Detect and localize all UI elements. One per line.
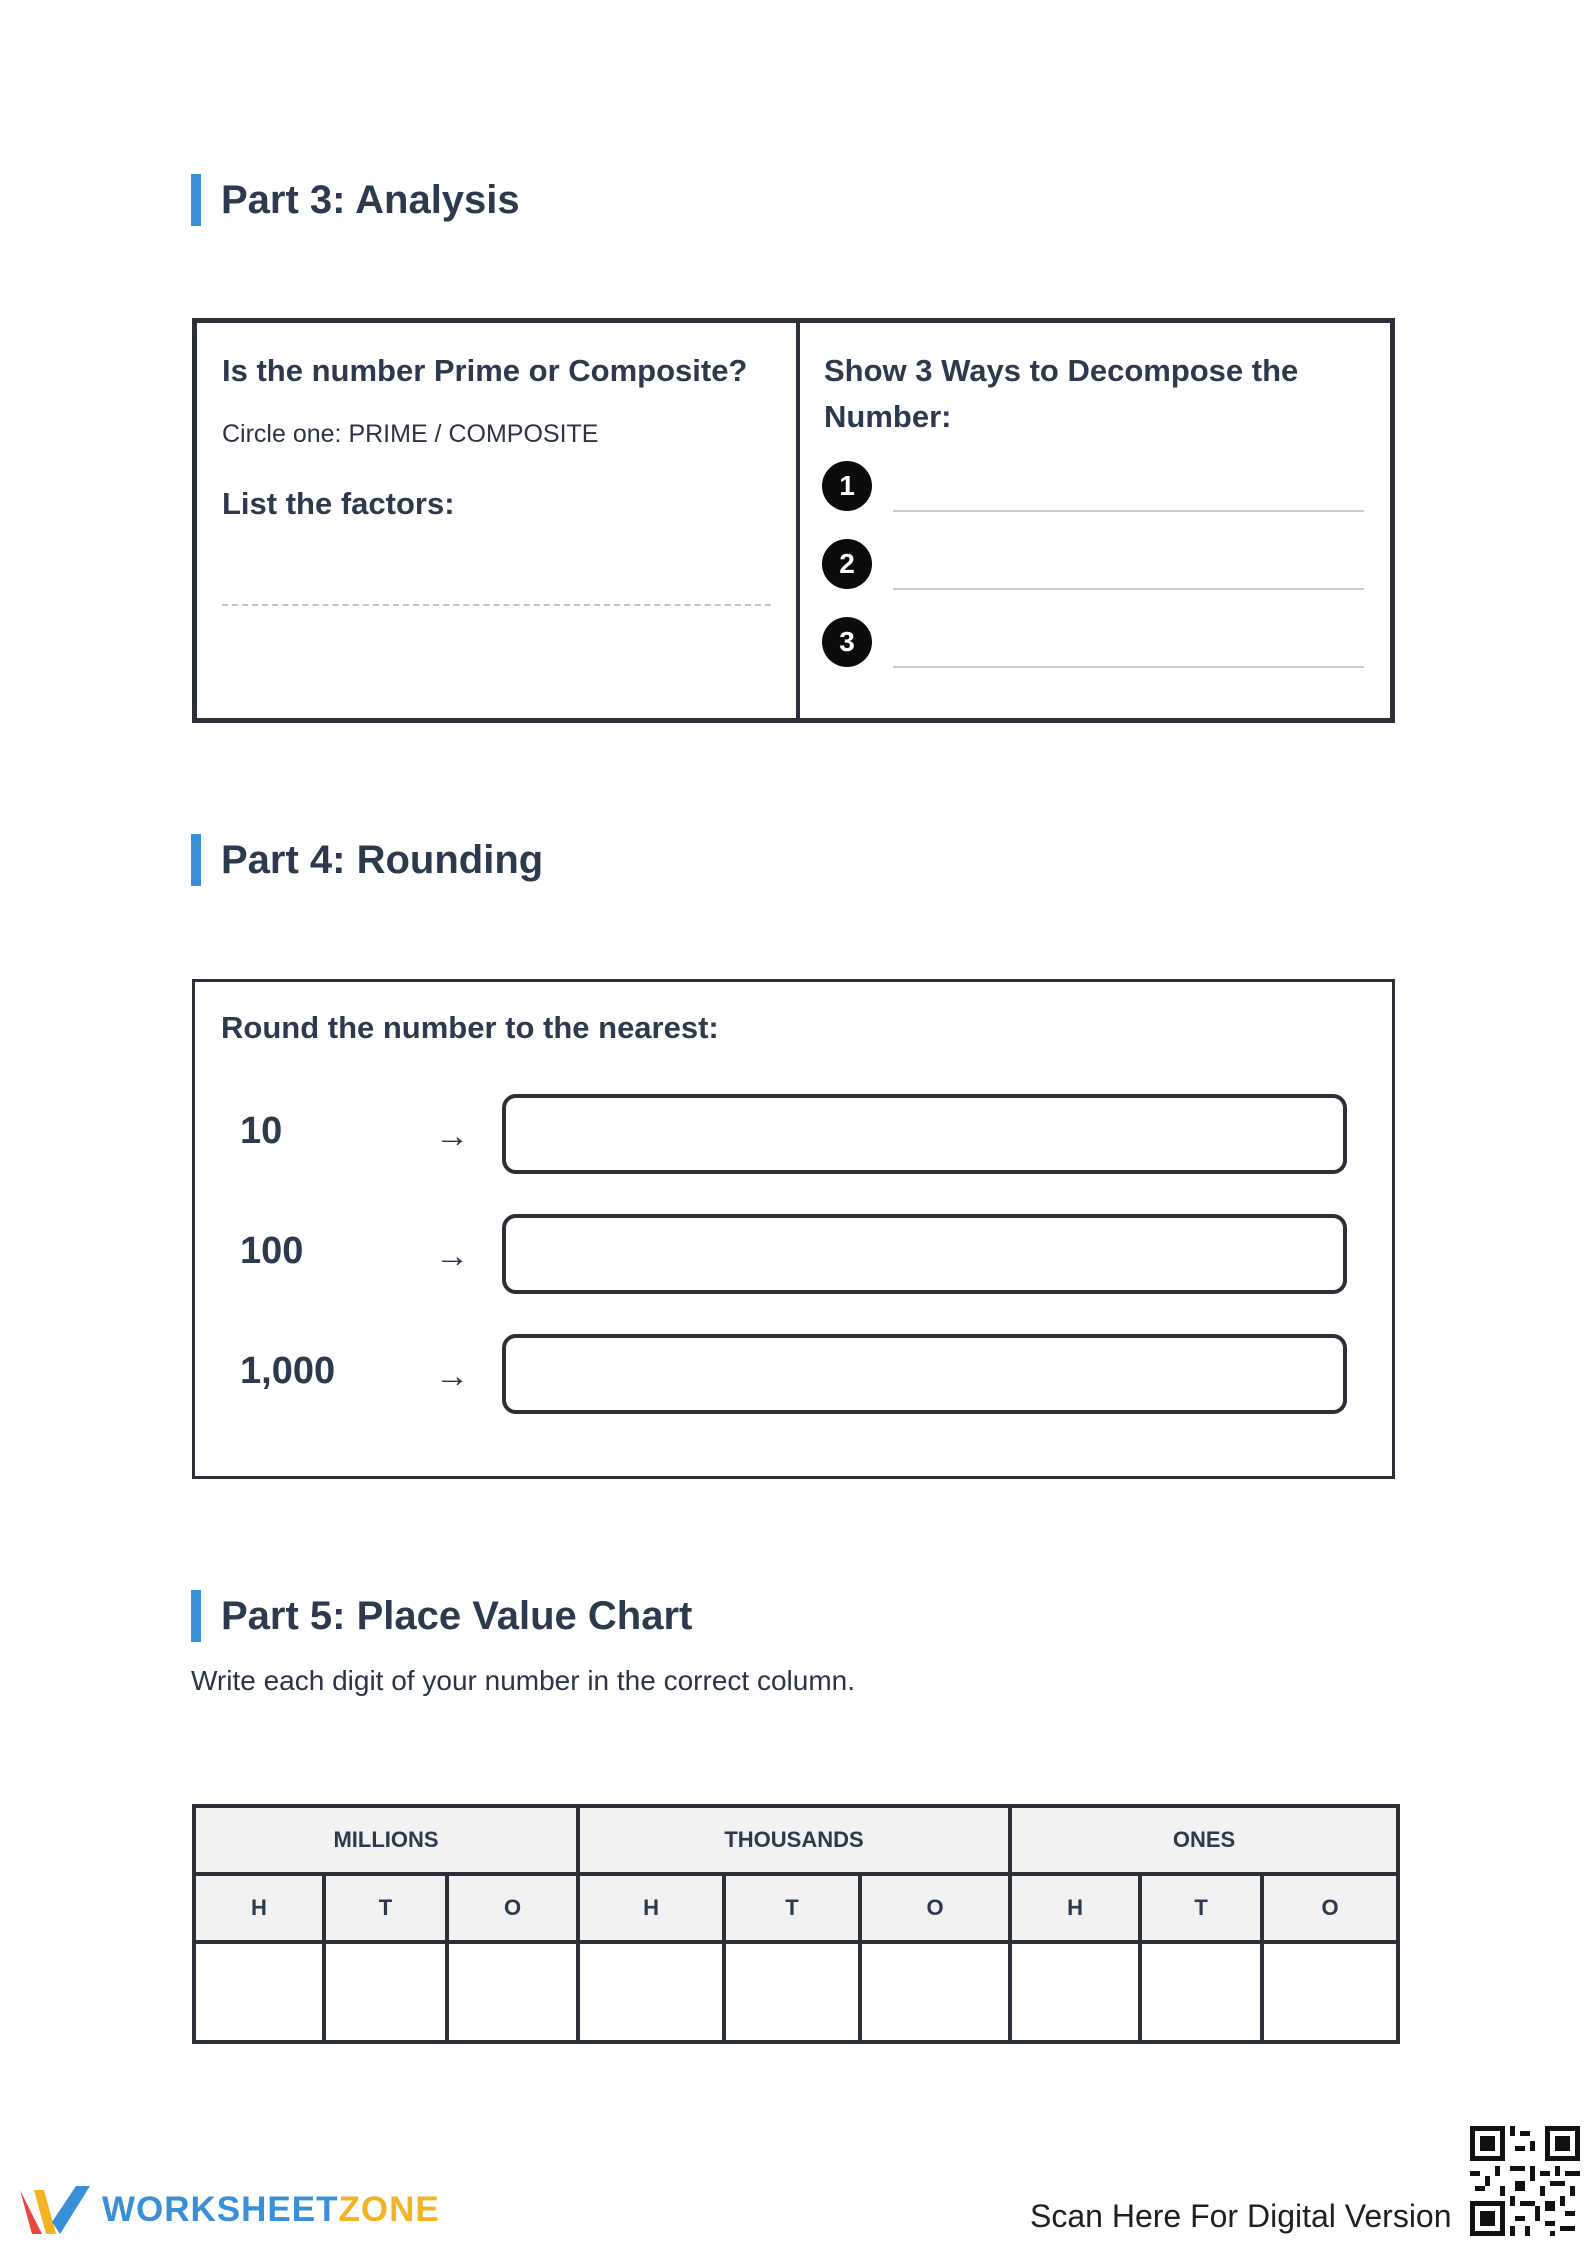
group-header-thousands: THOUSANDS — [578, 1806, 1010, 1874]
logo-word-zone: ZONE — [338, 2190, 440, 2229]
part5-heading: Part 5: Place Value Chart — [191, 1590, 692, 1642]
round-label-100: 100 — [240, 1230, 304, 1272]
circle-one-note: Circle one: PRIME / COMPOSITE — [222, 420, 599, 448]
arrow-icon: → — [435, 1237, 469, 1275]
qr-code-icon[interactable] — [1470, 2126, 1580, 2236]
rounding-box — [192, 979, 1395, 1479]
column-header: T — [1140, 1874, 1262, 1942]
part4-heading: Part 4: Rounding — [191, 834, 543, 886]
column-header: H — [194, 1874, 324, 1942]
column-header: T — [724, 1874, 860, 1942]
part3-heading: Part 3: Analysis — [191, 174, 520, 226]
decompose-answer-line-2[interactable] — [893, 588, 1364, 590]
round-label-10: 10 — [240, 1110, 283, 1152]
digit-cell[interactable] — [324, 1942, 447, 2042]
item-number-1: 1 — [822, 461, 872, 511]
prime-composite-question: Is the number Prime or Composite? — [222, 353, 748, 388]
digit-cell[interactable] — [447, 1942, 578, 2042]
group-header-millions: MILLIONS — [194, 1806, 578, 1874]
factors-label: List the factors: — [222, 486, 455, 521]
scan-caption: Scan Here For Digital Version — [1030, 2198, 1452, 2234]
column-header: H — [578, 1874, 724, 1942]
digit-cell[interactable] — [724, 1942, 860, 2042]
round-answer-box-10[interactable] — [502, 1094, 1347, 1174]
rounding-title: Round the number to the nearest: — [221, 1010, 719, 1045]
decompose-answer-line-1[interactable] — [893, 510, 1364, 512]
prime-composite-panel — [197, 323, 800, 718]
place-value-chart — [192, 1804, 1400, 2044]
round-answer-box-1000[interactable] — [502, 1334, 1347, 1414]
group-header-ones: ONES — [1010, 1806, 1398, 1874]
digit-cell[interactable] — [1140, 1942, 1262, 2042]
item-number-2: 2 — [822, 539, 872, 589]
decompose-panel — [800, 323, 1390, 718]
arrow-icon: → — [435, 1117, 469, 1155]
worksheetzone-logo[interactable] — [18, 2180, 440, 2240]
arrow-icon: → — [435, 1357, 469, 1395]
column-header: H — [1010, 1874, 1140, 1942]
column-header: O — [1262, 1874, 1398, 1942]
decompose-answer-line-3[interactable] — [893, 666, 1364, 668]
part5-instruction: Write each digit of your number in the correct column. — [191, 1665, 856, 1696]
column-header: T — [324, 1874, 447, 1942]
decompose-title: Show 3 Ways to Decompose the Number: — [824, 353, 1299, 434]
digit-cell[interactable] — [578, 1942, 724, 2042]
column-header: O — [447, 1874, 578, 1942]
logo-text — [102, 2190, 440, 2230]
item-number-3: 3 — [822, 617, 872, 667]
logo-word-worksheet: WORKSHEET — [102, 2190, 339, 2229]
round-answer-box-100[interactable] — [502, 1214, 1347, 1294]
round-label-1000: 1,000 — [240, 1350, 336, 1392]
factors-answer-line[interactable] — [222, 604, 771, 606]
digit-cell[interactable] — [1262, 1942, 1398, 2042]
digit-cell[interactable] — [1010, 1942, 1140, 2042]
digit-cell[interactable] — [194, 1942, 324, 2042]
column-header: O — [860, 1874, 1010, 1942]
digit-cell[interactable] — [860, 1942, 1010, 2042]
logo-w-icon — [18, 2182, 92, 2238]
analysis-box — [192, 318, 1395, 723]
